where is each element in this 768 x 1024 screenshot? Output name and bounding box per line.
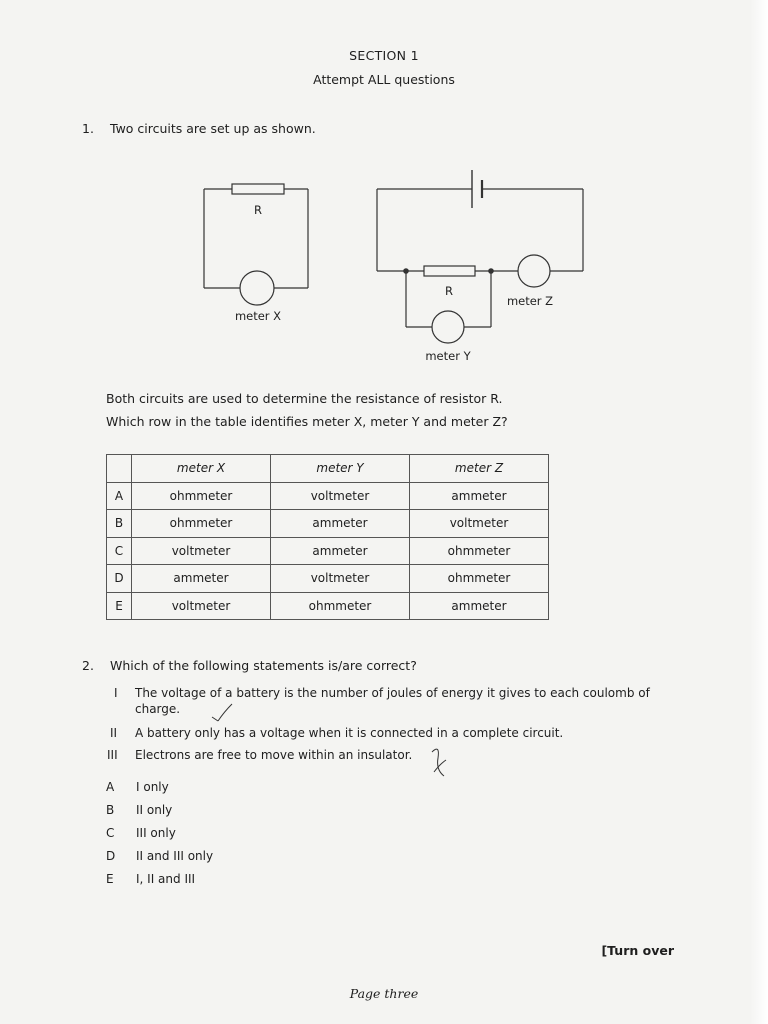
table-cell: ohmmeter — [410, 565, 549, 593]
question-2-text: Which of the following statements is/are correct? — [110, 658, 417, 673]
option-text: II and III only — [136, 849, 214, 863]
table-cell: ammeter — [410, 482, 549, 510]
question-1-statement-1: Both circuits are used to determine the resistance of resistor R. — [106, 391, 503, 406]
row-letter: D — [107, 565, 132, 593]
answer-table — [106, 454, 549, 620]
junction-dot-left — [403, 268, 409, 274]
row-letter: C — [107, 537, 132, 565]
option-text: I, II and III — [136, 872, 196, 886]
table-header-meter-z: meter Z — [410, 455, 549, 483]
answer-option — [106, 780, 169, 794]
right-resistor-label: R — [445, 284, 453, 298]
section-instruction: Attempt ALL questions — [313, 72, 455, 87]
table-cell: voltmeter — [132, 537, 271, 565]
row-letter: E — [107, 592, 132, 620]
option-text: I only — [136, 780, 169, 794]
table-cell: voltmeter — [132, 592, 271, 620]
table-cell: ammeter — [271, 510, 410, 538]
junction-dot-right — [488, 268, 494, 274]
row-letter: B — [107, 510, 132, 538]
statement-text: The voltage of a battery is the number of joules of energy it gives to each coulomb of — [135, 686, 650, 700]
option-letter: B — [106, 803, 115, 817]
statement-number: I — [114, 686, 118, 700]
statement-text: Electrons are free to move within an insulator. — [135, 748, 413, 762]
meter-y — [432, 311, 464, 343]
question-1-text: Two circuits are set up as shown. — [110, 121, 316, 136]
table-cell: ammeter — [132, 565, 271, 593]
option-letter: A — [106, 780, 115, 794]
handwritten-cross — [432, 749, 446, 776]
table-header-row — [107, 455, 549, 483]
table-cell: ammeter — [410, 592, 549, 620]
table-cell: voltmeter — [410, 510, 549, 538]
table-row — [107, 482, 549, 510]
meter-z — [518, 255, 550, 287]
table-header-blank — [107, 455, 132, 483]
statement-text-cont: charge. — [135, 702, 181, 716]
question-1-number: 1. — [82, 121, 94, 136]
table-row — [107, 565, 549, 593]
section-title: SECTION 1 — [349, 48, 419, 63]
table-cell: ohmmeter — [132, 510, 271, 538]
option-letter: E — [106, 872, 114, 886]
table-cell: voltmeter — [271, 482, 410, 510]
table-cell: ohmmeter — [132, 482, 271, 510]
meter-z-label: meter Z — [506, 294, 554, 308]
meter-x-label: meter X — [234, 309, 282, 323]
turn-over-note: [Turn over — [601, 943, 674, 958]
left-resistor — [232, 184, 284, 194]
table-cell: ammeter — [271, 537, 410, 565]
right-circuit — [377, 170, 583, 343]
answer-option — [106, 872, 195, 886]
table-header-meter-x: meter X — [132, 455, 271, 483]
option-letter: D — [106, 849, 116, 863]
table-cell: ohmmeter — [271, 592, 410, 620]
table-row — [107, 510, 549, 538]
statement-number: III — [107, 748, 118, 762]
question-2-number: 2. — [82, 658, 94, 673]
statement-number: II — [110, 726, 118, 740]
answer-option — [106, 826, 176, 840]
table-row — [107, 537, 549, 565]
question-1-statement-2: Which row in the table identifies meter X, meter Y and meter Z? — [106, 414, 508, 429]
option-text: II only — [136, 803, 173, 817]
table-header-meter-y: meter Y — [271, 455, 410, 483]
page-number: Page three — [349, 986, 419, 1001]
right-resistor — [424, 266, 475, 276]
handwritten-tick — [212, 704, 232, 721]
meter-x — [240, 271, 274, 305]
table-cell: voltmeter — [271, 565, 410, 593]
meter-y-label: meter Y — [425, 349, 471, 363]
table-cell: ohmmeter — [410, 537, 549, 565]
option-text: III only — [136, 826, 176, 840]
statement-text: A battery only has a voltage when it is connected in a complete circuit. — [135, 726, 564, 740]
row-letter: A — [107, 482, 132, 510]
table-row — [107, 592, 549, 620]
answer-option — [106, 803, 172, 817]
answer-option — [106, 849, 213, 863]
left-resistor-label: R — [254, 203, 262, 217]
option-letter: C — [106, 826, 115, 840]
